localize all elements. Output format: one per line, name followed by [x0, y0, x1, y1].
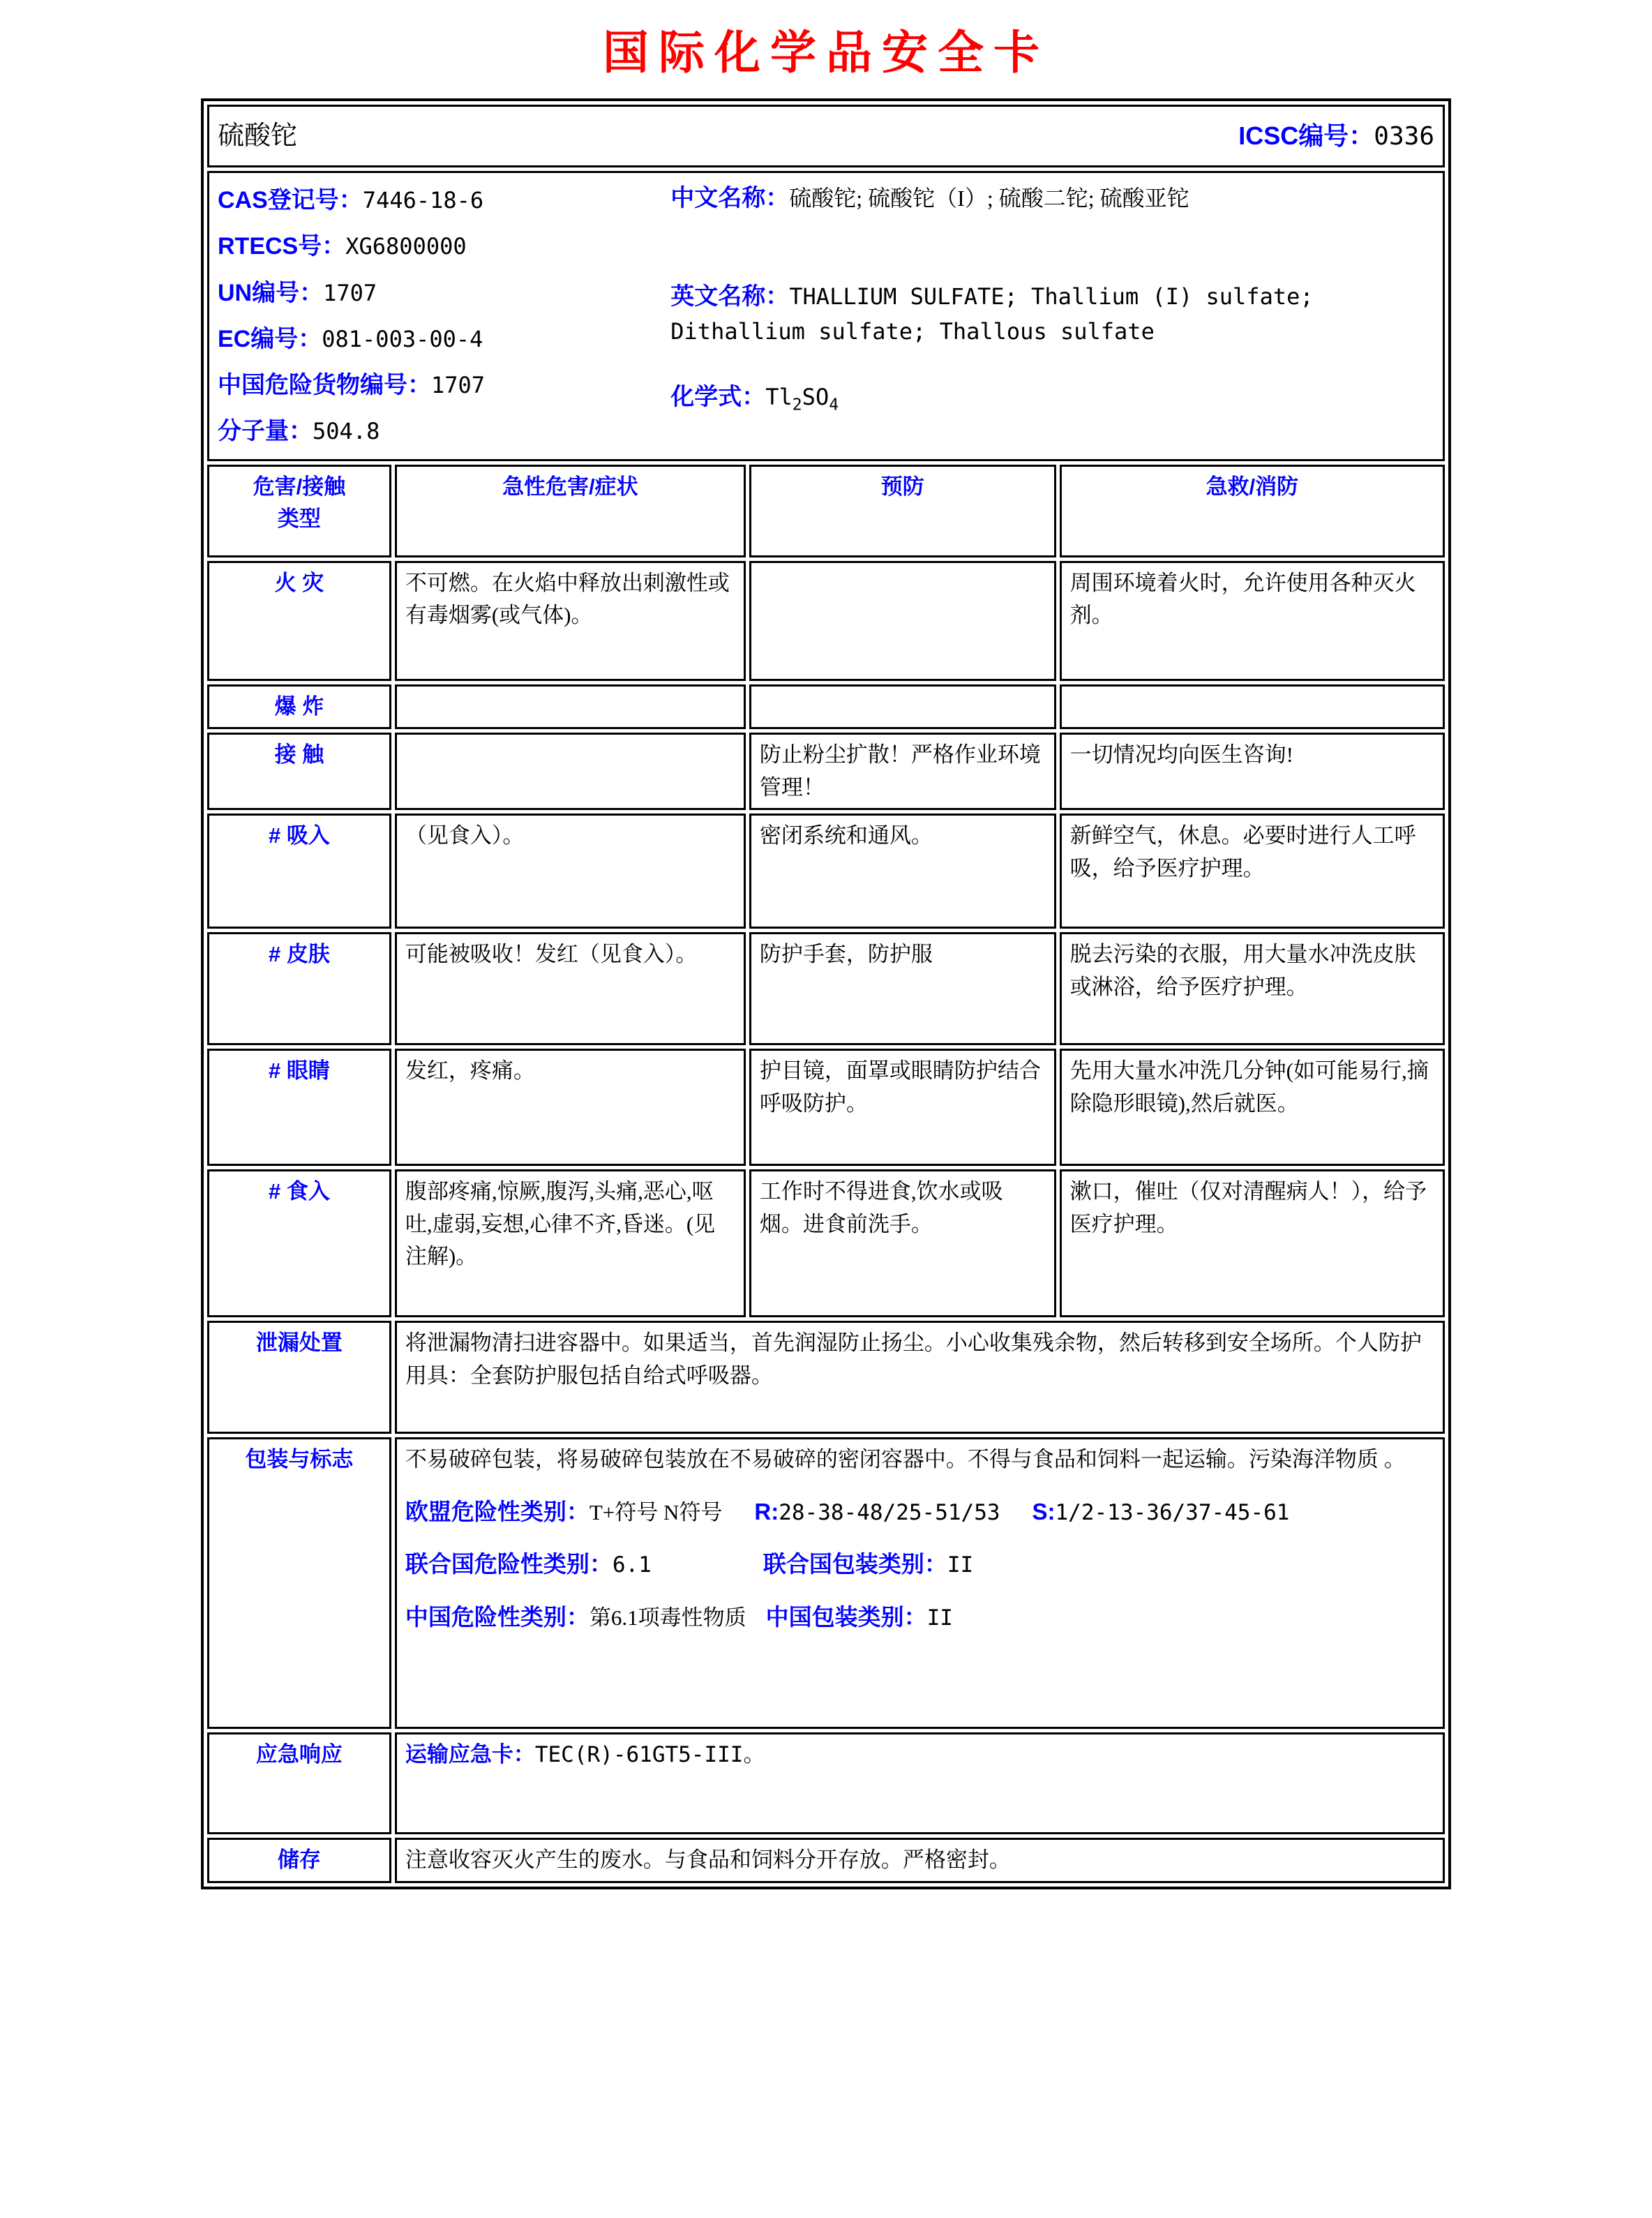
- un-number-line: [218, 270, 668, 316]
- symptoms-cell: 发红，疼痛。: [395, 1049, 746, 1166]
- hazard-row-label-inhalation: # 吸入: [207, 814, 391, 929]
- icsc-number: [1238, 117, 1434, 156]
- hazard-row-label-eyes: # 眼睛: [207, 1049, 391, 1166]
- formula-part: SO: [802, 383, 829, 410]
- spill-disposal-cell: 将泄漏物清扫进容器中。如果适当，首先润湿防止扬尘。小心收集残余物，然后转移到安全场所。个人防护用具：全套防护服包括自给式呼吸器。: [395, 1321, 1445, 1434]
- column-header-symptoms: 急性危害/症状: [395, 465, 746, 557]
- english-name-label: 英文名称：: [670, 283, 790, 310]
- table-row: [207, 684, 1445, 730]
- column-header-hazard-type: [207, 465, 391, 557]
- formula-part: Tl: [765, 383, 793, 410]
- un-number-label: UN编号：: [218, 279, 324, 306]
- substance-header-cell: [207, 105, 1445, 167]
- molecular-weight-label: 分子量：: [218, 418, 313, 445]
- cn-packing-group-label: 中国包装类别：: [765, 1603, 927, 1630]
- table-row: [207, 814, 1445, 929]
- emergency-response-cell: [395, 1732, 1445, 1834]
- table-row: [207, 561, 1445, 681]
- column-header-hazard-type-line2: 类型: [277, 507, 321, 532]
- cas-number-value: 7446-18-6: [362, 187, 484, 213]
- chinese-name-label: 中文名称：: [670, 185, 790, 211]
- section-label-spill-disposal: 泄漏处置: [207, 1321, 391, 1434]
- molecular-weight-line: [218, 408, 668, 454]
- table-row: [207, 1732, 1445, 1834]
- table-row: [207, 1049, 1445, 1166]
- symptoms-cell: （见食入）。: [395, 814, 746, 929]
- r-phrases-value: 28-38-48/25-51/53: [779, 1499, 1000, 1525]
- eu-classification-label: 欧盟危险性类别：: [405, 1498, 590, 1524]
- ec-number-label: EC编号：: [218, 325, 322, 352]
- un-hazard-class-label: 联合国危险性类别：: [405, 1551, 613, 1578]
- english-name-value: THALLIUM SULFATE; Thallium (I) sulfate; Dithallium sulfate; Thallous sulfate: [670, 283, 1314, 345]
- cas-number-label: CAS登记号：: [218, 187, 363, 213]
- section-label-storage: 储存: [207, 1838, 391, 1883]
- un-classification-line: [405, 1547, 1434, 1582]
- first-aid-cell: 一切情况均向医生咨询!: [1060, 733, 1445, 810]
- substance-name: 硫酸铊: [218, 121, 298, 151]
- cn-classification-line: [405, 1600, 1434, 1635]
- prevention-cell: 密闭系统和通风。: [749, 814, 1056, 929]
- packaging-cell: [395, 1437, 1445, 1729]
- icsc-number-label: ICSC编号：: [1238, 121, 1374, 150]
- page-title: 国际化学品安全卡: [603, 27, 1049, 78]
- prevention-cell: 防止粉尘扩散！严格作业环境管理！: [749, 733, 1056, 810]
- hazard-row-label-fire: 火 灾: [207, 561, 391, 681]
- symptoms-cell: 不可燃。在火焰中释放出刺激性或有毒烟雾(或气体)。: [395, 561, 746, 681]
- hazard-row-label-ingestion: # 食入: [207, 1169, 391, 1317]
- s-phrases-value: 1/2-13-36/37-45-61: [1055, 1499, 1290, 1525]
- table-row: [207, 1838, 1445, 1883]
- table-row: [207, 1321, 1445, 1434]
- r-phrases-label: R:: [754, 1498, 779, 1524]
- first-aid-cell: 脱去污染的衣服，用大量水冲洗皮肤或淋浴，给予医疗护理。: [1060, 932, 1445, 1045]
- symptoms-cell: 可能被吸收！发红（见食入）。: [395, 932, 746, 1045]
- s-phrases-label: S:: [1032, 1498, 1056, 1524]
- icsc-number-value: 0336: [1374, 121, 1434, 151]
- column-header-hazard-type-line1: 危害/接触: [253, 474, 346, 499]
- table-row: [207, 1437, 1445, 1729]
- table-row: [207, 733, 1445, 810]
- china-dg-number-value: 1707: [431, 372, 486, 399]
- un-packing-group-value: II: [947, 1552, 974, 1578]
- china-dg-number-line: [218, 362, 668, 408]
- first-aid-cell: 新鲜空气，休息。必要时进行人工呼吸，给予医疗护理。: [1060, 814, 1445, 929]
- icsc-card-table: [201, 98, 1451, 1889]
- column-header-first-aid: 急救/消防: [1060, 465, 1445, 557]
- chinese-name-line: [670, 180, 1434, 217]
- china-dg-number-label: 中国危险货物编号：: [218, 372, 431, 399]
- prevention-cell: [749, 684, 1056, 730]
- symptoms-cell: [395, 733, 746, 810]
- cn-hazard-class-value: 第6.1项毒性物质: [589, 1605, 746, 1630]
- packaging-intro: 不易破碎包装，将易破碎包装放在不易破碎的密闭容器中。不得与食品和饲料一起运输。污染海洋物质 。: [405, 1447, 1406, 1472]
- un-number-value: 1707: [323, 279, 377, 306]
- identifiers-cell: [207, 171, 1445, 461]
- table-row: [207, 1169, 1445, 1317]
- prevention-cell: [749, 561, 1056, 681]
- hazard-row-label-explosion: 爆 炸: [207, 684, 391, 730]
- first-aid-cell: [1060, 684, 1445, 730]
- cas-number-line: [218, 177, 668, 223]
- formula-value: [765, 383, 839, 414]
- cn-packing-group-value: II: [926, 1605, 953, 1631]
- un-hazard-class-value: 6.1: [612, 1552, 652, 1578]
- section-label-packaging: 包装与标志: [207, 1437, 391, 1729]
- hazard-row-label-contact: 接 触: [207, 733, 391, 810]
- english-name-line: [670, 278, 1434, 350]
- symptoms-cell: 腹部疼痛,惊厥,腹泻,头痛,恶心,呕吐,虚弱,妄想,心律不齐,昏迷。(见注解)。: [395, 1169, 746, 1317]
- formula-subscript: 2: [792, 396, 802, 414]
- rtecs-number-label: RTECS号：: [218, 233, 346, 260]
- eu-classification-line: [405, 1494, 1434, 1529]
- storage-cell: 注意收容灭火产生的废水。与食品和饲料分开存放。严格密封。: [395, 1838, 1445, 1883]
- rtecs-number-value: XG6800000: [345, 233, 467, 260]
- first-aid-cell: 周围环境着火时，允许使用各种灭火剂。: [1060, 561, 1445, 681]
- symptoms-cell: [395, 684, 746, 730]
- molecular-weight-value: 504.8: [313, 418, 380, 445]
- table-row: [207, 932, 1445, 1045]
- formula-subscript: 4: [829, 396, 839, 414]
- rtecs-number-line: [218, 223, 668, 269]
- identifier-list: [218, 177, 668, 455]
- prevention-cell: 护目镜，面罩或眼睛防护结合呼吸防护。: [749, 1049, 1056, 1166]
- hazard-row-label-skin: # 皮肤: [207, 932, 391, 1045]
- prevention-cell: 防护手套，防护服: [749, 932, 1056, 1045]
- un-packing-group-label: 联合国包装类别：: [763, 1551, 947, 1578]
- name-list: [668, 177, 1434, 455]
- first-aid-cell: 漱口，催吐（仅对清醒病人！），给予医疗护理。: [1060, 1169, 1445, 1317]
- formula-label: 化学式：: [670, 383, 766, 410]
- eu-classification-value: T+符号 N符号: [589, 1499, 723, 1524]
- column-header-prevention: 预防: [749, 465, 1056, 557]
- prevention-cell: 工作时不得进食,饮水或吸烟。进食前洗手。: [749, 1169, 1056, 1317]
- chinese-name-value: 硫酸铊; 硫酸铊（I）; 硫酸二铊; 硫酸亚铊: [789, 186, 1189, 211]
- section-label-emergency-response: 应急响应: [207, 1732, 391, 1834]
- transport-emergency-card-label: 运输应急卡：: [405, 1742, 535, 1767]
- ec-number-line: [218, 316, 668, 362]
- first-aid-cell: 先用大量水冲洗几分钟(如可能易行,摘除隐形眼镜),然后就医。: [1060, 1049, 1445, 1166]
- cn-hazard-class-label: 中国危险性类别：: [405, 1603, 590, 1630]
- formula-line: [670, 379, 1434, 418]
- ec-number-value: 081-003-00-4: [322, 325, 483, 352]
- transport-emergency-card-value: TEC(R)-61GT5-III。: [534, 1742, 765, 1768]
